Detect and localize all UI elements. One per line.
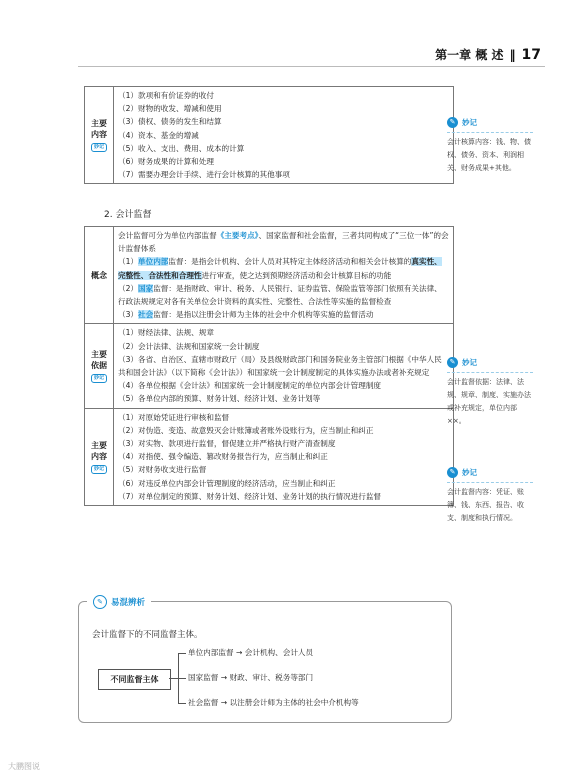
head-text: 主要 内容 xyxy=(91,440,107,461)
row-head-concept: 概念 xyxy=(85,227,114,324)
list-item: （3）对实物、款项进行监督，督促建立并严格执行财产清查制度 xyxy=(118,439,336,449)
concept-item xyxy=(118,308,449,321)
text: 会计监督可分为单位内部监督 xyxy=(118,231,217,240)
memo-tag: 妙记 xyxy=(91,143,107,152)
note-title-text: 妙记 xyxy=(462,118,477,127)
sidebar-note xyxy=(447,466,533,525)
note-text: 会计核算内容：钱、物、债权、债务、资本、利润相关、财务成果+其他。 xyxy=(447,138,531,172)
page-header: 第一章 概 述 ‖ 17 xyxy=(435,47,541,63)
sidebar-note xyxy=(447,116,533,175)
note-title-text: 妙记 xyxy=(462,358,477,367)
sidebar-note xyxy=(447,356,533,428)
list-item: （2）会计法律、法规和国家统一会计制度 xyxy=(118,341,260,351)
note-text: 会计监督依据：法律、法规、规章、制度、实施办法或补充规定，单位内部××。 xyxy=(447,378,531,425)
highlight: 真实性、完整性、合法性和合理性 xyxy=(118,257,442,280)
concept-body xyxy=(114,227,454,324)
memo-tag: 妙记 xyxy=(91,374,107,383)
list-item: （6）对违反单位内部会计管理制度的经济活动，应当制止和纠正 xyxy=(118,478,336,488)
row-head-content xyxy=(85,408,114,505)
pencil-icon: ✎ xyxy=(447,467,458,478)
text: 监督：是指财政、审计、税务、人民银行、证券监管、保险监管等部门依照有关法律、行政法规规定对各有关单位会计资料的真实性、完整性、合法性等实施的监督检查 xyxy=(118,283,442,307)
text: （1） xyxy=(118,257,139,267)
concept-intro xyxy=(118,229,449,255)
text: 、国家监督和社会监督，三者共同构成了“三位一体”的会计监督体系 xyxy=(118,231,449,254)
list-item: （5）各单位内部的预算、财务计划、经济计划、业务计划等 xyxy=(118,394,321,404)
text: （2） xyxy=(118,283,139,293)
text: 监督：是指会计机构、会计人员对其特定主体经济活动和相关会计核算的 xyxy=(168,257,412,267)
row-head-basis xyxy=(85,324,114,408)
list-main-content xyxy=(114,87,454,184)
note-text: 会计监督内容：凭证、账簿、钱、东西、报告、收支、制度和执行情况。 xyxy=(447,488,524,522)
branch-internal: 单位内部监督 → 会计机构、会计人员 xyxy=(188,648,314,657)
section-title: 2. 会计监督 xyxy=(104,210,152,220)
highlight: 单位内部 xyxy=(138,257,169,267)
pencil-icon: ✎ xyxy=(447,117,458,128)
note-title xyxy=(447,466,533,483)
note-title xyxy=(447,116,533,133)
key-point-highlight: 《主要考点》 xyxy=(216,231,259,240)
concept-item xyxy=(118,282,449,308)
connector-line xyxy=(178,703,186,704)
head-text: 主要 内容 xyxy=(91,119,107,140)
list-item: （1）对原始凭证进行审核和监督 xyxy=(118,412,230,422)
header-rule xyxy=(78,66,545,67)
head-text: 主要 依据 xyxy=(91,350,107,371)
highlight: 社会 xyxy=(138,310,154,320)
easy-confusion-title: 易混辨析 xyxy=(111,598,146,608)
list-item: （7）对单位制定的预算、财务计划、经济计划、业务计划的执行情况进行监督 xyxy=(118,491,382,501)
connector-line xyxy=(178,678,186,679)
table-accounting-supervision xyxy=(84,226,454,506)
text: 进行审查，使之达到预期经济活动和会计核算目标的功能 xyxy=(201,270,392,280)
note-title xyxy=(447,356,533,373)
supervision-subjects-box: 不同监督主体 xyxy=(98,669,171,690)
text: 监督：是指以注册会计师为主体的社会中介机构等实施的监督活动 xyxy=(153,310,374,320)
list-item: （1）款项和有价证券的收付 xyxy=(118,91,214,100)
branch-state: 国家监督 → 财政、审计、税务等部门 xyxy=(188,673,314,682)
list-item: （3）各省、自治区、直辖市财政厅（局）及县级财政部门和国务院业务主管部门根据《中华人民共和国会计法》（以下简称《会计法》）和国家统一会计制度制定的具体实施办法或者补充规定 xyxy=(118,354,442,378)
text: （3） xyxy=(118,310,139,320)
branch-social: 社会监督 → 以注册会计师为主体的社会中介机构等 xyxy=(188,698,359,707)
pencil-icon: ✎ xyxy=(93,595,107,609)
table-main-content xyxy=(84,86,454,184)
memo-tag: 妙记 xyxy=(91,465,107,474)
page-number: 17 xyxy=(521,47,541,63)
list-item: （3）债权、债务的发生和结算 xyxy=(118,117,222,127)
list-item: （7）需要办理会计手续、进行会计核算的其他事项 xyxy=(118,170,290,180)
easy-intro: 会计监督下的不同监督主体。 xyxy=(92,630,203,640)
row-head-main-content xyxy=(85,87,114,184)
list-item: （4）资本、基金的增减 xyxy=(118,130,199,140)
watermark-footer: 大鹏图说 xyxy=(8,762,40,771)
list-item: （1）财经法律、法规、规章 xyxy=(118,328,214,338)
connector-line xyxy=(169,678,178,679)
list-item: （2）财物的收发、增减和使用 xyxy=(118,104,222,114)
easy-confusion-heading xyxy=(87,595,151,609)
list-item: （5）对财务收支进行监督 xyxy=(118,465,207,475)
list-item: （4）对指使、强令编造、篡改财务报告行为，应当制止和纠正 xyxy=(118,452,328,462)
chapter-title: 第一章 概 述 xyxy=(435,48,504,62)
note-title-text: 妙记 xyxy=(462,468,477,477)
list-item: （2）对伪造、变造、故意毁灭会计账簿或者账外设账行为，应当制止和纠正 xyxy=(118,425,374,435)
concept-item xyxy=(118,255,449,281)
list-item: （5）收入、支出、费用、成本的计算 xyxy=(118,143,245,153)
list-basis xyxy=(114,324,454,408)
highlight: 国家 xyxy=(138,283,154,293)
connector-line xyxy=(178,653,186,654)
list-item: （6）财务成果的计算和处理 xyxy=(118,157,214,167)
list-item: （4）各单位根据《会计法》和国家统一会计制度制定的单位内部会计管理制度 xyxy=(118,381,382,391)
pencil-icon: ✎ xyxy=(447,357,458,368)
list-supervision-content xyxy=(114,408,454,505)
